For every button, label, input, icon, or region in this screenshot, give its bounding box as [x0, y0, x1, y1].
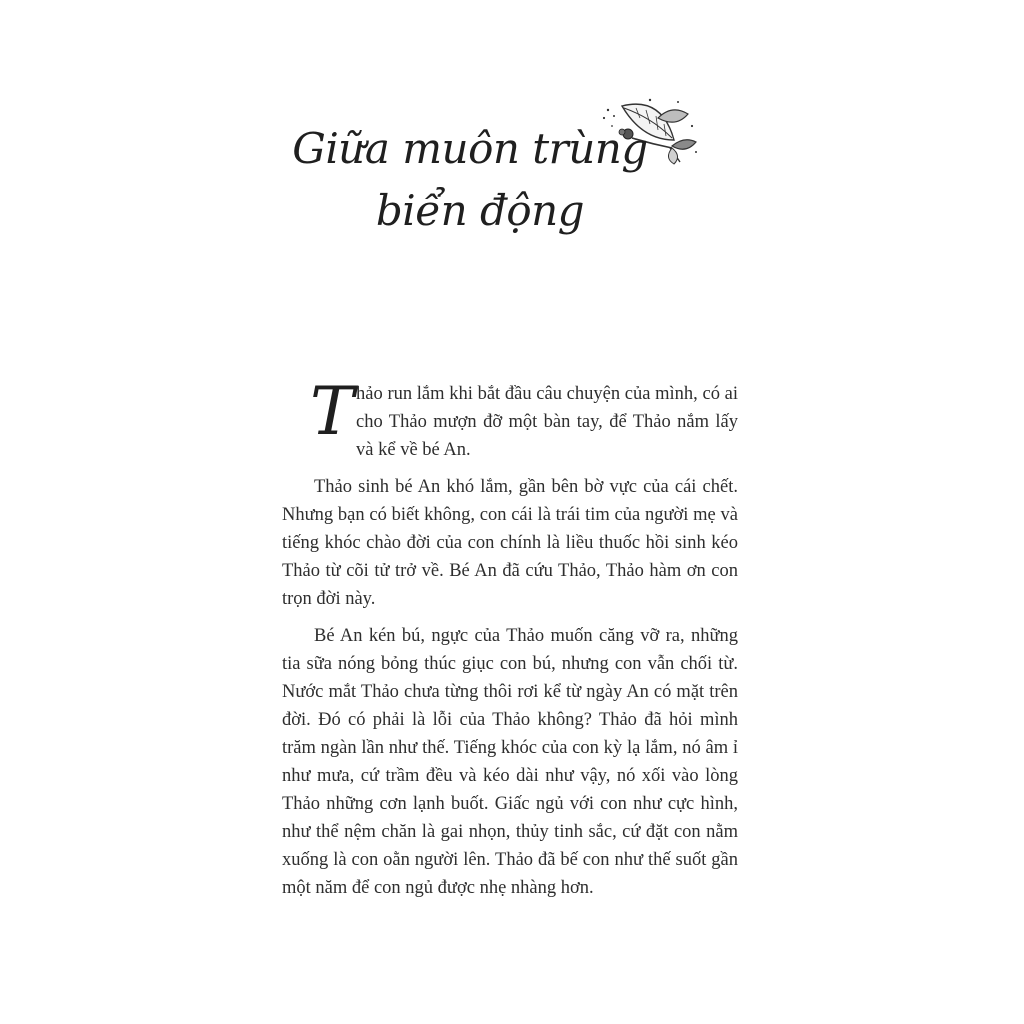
paragraph-2: Thảo sinh bé An khó lắm, gần bên bờ vực của cái chết. Nhưng bạn có biết không, con cái là trái tim của người mẹ và tiếng khóc chào đời của con chính là liều thuốc hồi sinh kéo Thảo từ cõi tử trở về. Bé An đã cứu Thảo, Thảo hàm ơn con trọn đời này. — [282, 477, 738, 609]
paragraph-1 — [282, 373, 738, 464]
chapter-body — [282, 352, 738, 911]
chapter-title — [292, 118, 720, 242]
chapter-title-line-2: biển động — [375, 186, 585, 235]
chapter-title-line-1: Giữa muôn trùng — [292, 124, 648, 173]
paragraph-1-text: hảo run lắm khi bắt đầu câu chuyện của mình, có ai cho Thảo mượn đỡ một bàn tay, để Thảo nắm lấy và kể về bé An. — [356, 384, 738, 460]
drop-cap: T — [310, 373, 355, 450]
paragraph-3: Bé An kén bú, ngực của Thảo muốn căng vỡ ra, những tia sữa nóng bỏng thúc giục con bú, nhưng con vẫn chối từ. Nước mắt Thảo chưa từng thôi rơi kể từ ngày An có mặt trên đời. Đó có phải là lỗi của Thảo không? Thảo đã hỏi mình trăm ngàn lần như thế. Tiếng khóc của con kỳ lạ lắm, nó âm ỉ như mưa, cứ trầm đều và kéo dài như vậy, nó xối vào lòng Thảo những cơn lạnh buốt. Giấc ngủ với con như cực hình, như thể nệm chăn là gai nhọn, thủy tinh sắc, cứ đặt con nằm xuống là con oằn người lên. Thảo đã bế con như thế suốt gần một năm để con ngủ được nhẹ nhàng hơn. — [282, 626, 738, 898]
